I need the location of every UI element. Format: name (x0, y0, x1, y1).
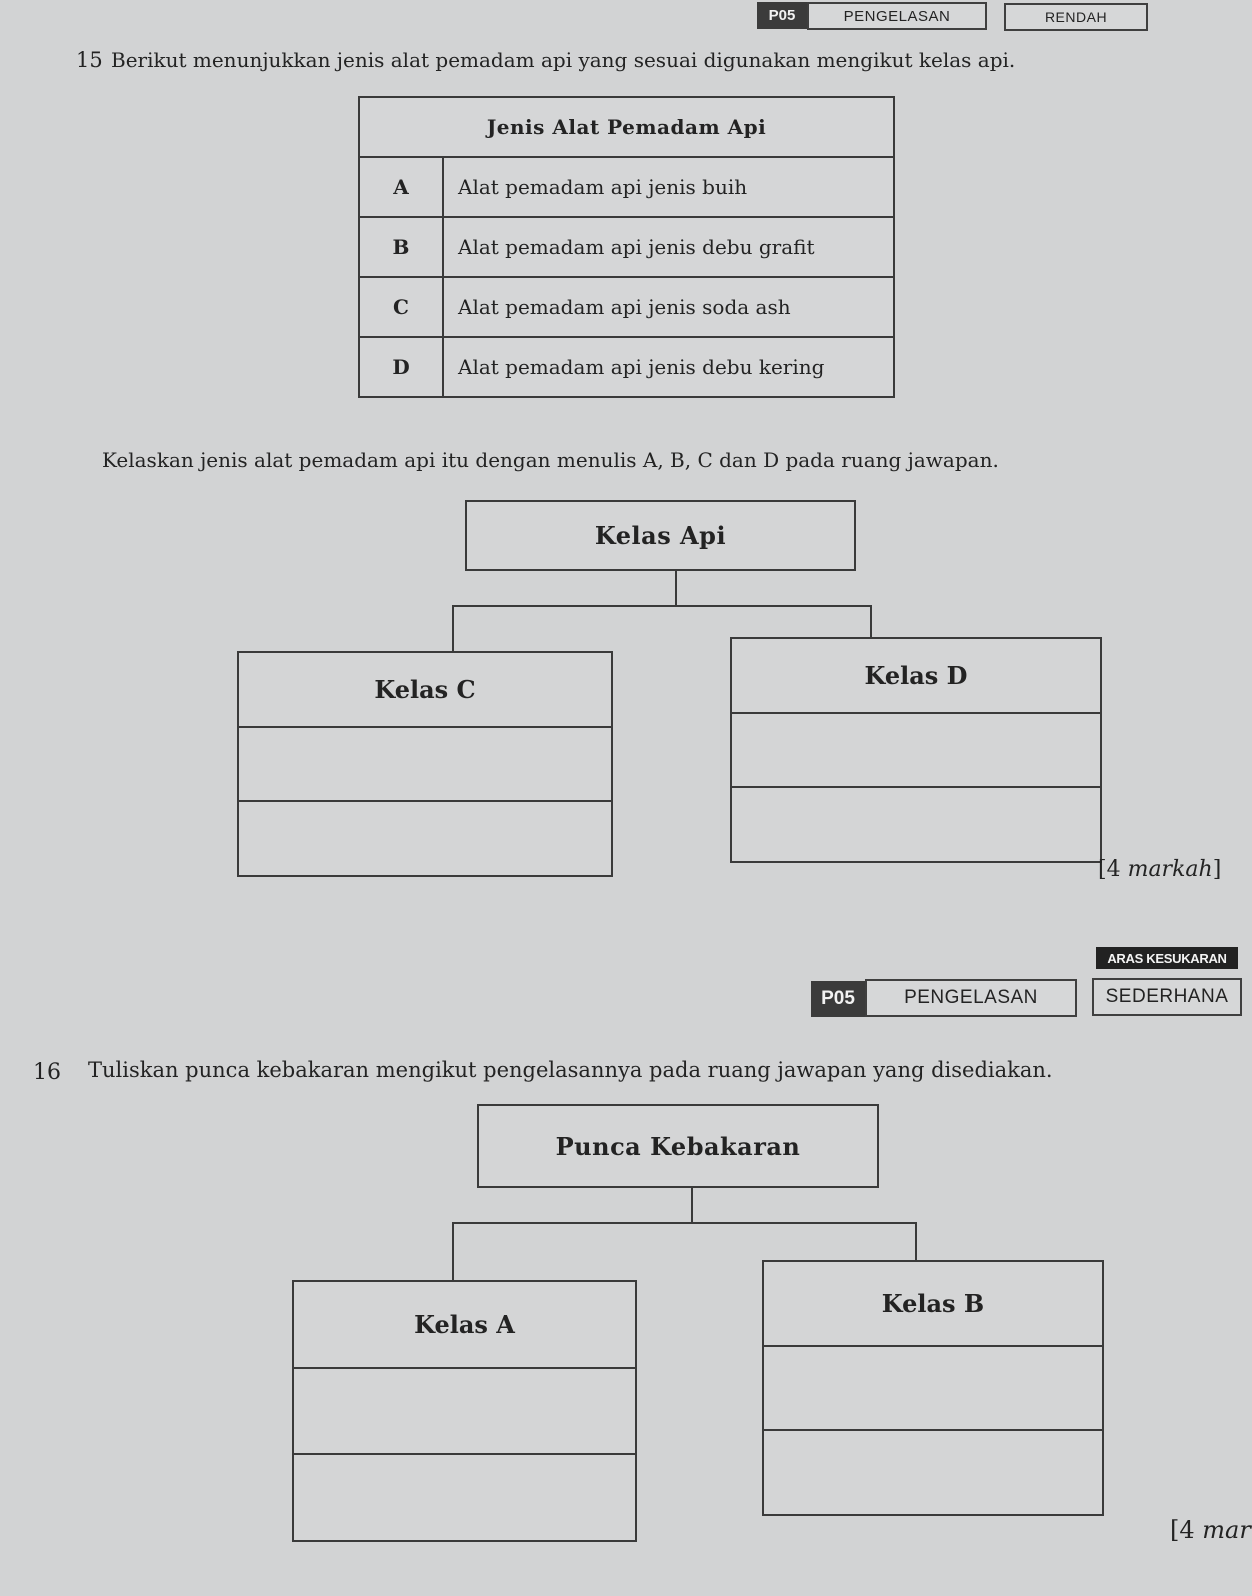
table-header-row (359, 97, 894, 157)
class-b-label: Kelas B (881, 1288, 985, 1318)
tag-construct: PENGELASAN (865, 979, 1077, 1017)
table-row (359, 277, 894, 337)
question-16-number: 16 (33, 1060, 61, 1085)
marks-word: markah (1127, 857, 1213, 882)
answer-slot[interactable] (732, 712, 1100, 787)
answer-box-left (237, 651, 613, 877)
table-title: Jenis Alat Pemadam Api (359, 97, 894, 157)
row-letter: B (359, 217, 443, 277)
row-description: Alat pemadam api jenis buih (443, 157, 894, 217)
answer-box-right (762, 1260, 1104, 1516)
connector-line (915, 1222, 917, 1262)
answer-slot[interactable] (294, 1367, 635, 1454)
question-15-number: 15 (76, 48, 103, 72)
answer-slot[interactable] (732, 786, 1100, 861)
diagram-root-box: Kelas Api (465, 500, 856, 571)
marks-prefix: [4 (1098, 857, 1128, 882)
class-a-label: Kelas A (414, 1309, 515, 1339)
row-description: Alat pemadam api jenis soda ash (443, 277, 894, 337)
answer-box-right (730, 637, 1102, 863)
marks-prefix: [4 (1170, 1516, 1203, 1544)
connector-line (452, 605, 454, 653)
connector-line (452, 605, 872, 607)
tag-code: P05 (811, 981, 865, 1017)
answer-slot[interactable] (239, 726, 611, 801)
answer-slot[interactable] (294, 1453, 635, 1540)
answer-slot[interactable] (764, 1429, 1102, 1514)
answer-slot[interactable] (764, 1345, 1102, 1430)
question-16-text: Tuliskan punca kebakaran mengikut pengelasannya pada ruang jawapan yang disediakan. (88, 1058, 1053, 1082)
marks-label (1170, 1516, 1251, 1544)
marks-suffix: ] (1212, 857, 1222, 882)
marks-word: mar (1202, 1516, 1251, 1544)
answer-box-left (292, 1280, 637, 1542)
class-d-label: Kelas D (864, 660, 968, 690)
row-letter: C (359, 277, 443, 337)
extinguisher-table (358, 96, 895, 398)
connector-line (675, 569, 677, 607)
marks-label (1098, 857, 1221, 882)
question-15-text: Berikut menunjukkan jenis alat pemadam api yang sesuai digunakan mengikut kelas api. (111, 48, 1016, 72)
table-row (359, 337, 894, 397)
tag-code: P05 (757, 2, 807, 29)
tag-level: RENDAH (1004, 3, 1148, 31)
diagram-root-box: Punca Kebakaran (477, 1104, 879, 1188)
answer-slot[interactable] (239, 800, 611, 875)
row-description: Alat pemadam api jenis debu kering (443, 337, 894, 397)
connector-line (452, 1222, 454, 1284)
tag-construct: PENGELASAN (807, 2, 987, 30)
row-letter: D (359, 337, 443, 397)
connector-line (452, 1222, 917, 1224)
tag-level: SEDERHANA (1092, 978, 1242, 1016)
row-description: Alat pemadam api jenis debu grafit (443, 217, 894, 277)
table-row (359, 217, 894, 277)
difficulty-label: ARAS KESUKARAN (1096, 947, 1238, 969)
connector-line (691, 1186, 693, 1224)
class-c-label: Kelas C (374, 674, 476, 704)
table-row (359, 157, 894, 217)
row-letter: A (359, 157, 443, 217)
connector-line (870, 605, 872, 639)
question-15-instruction: Kelaskan jenis alat pemadam api itu dengan menulis A, B, C dan D pada ruang jawapan. (102, 448, 999, 472)
